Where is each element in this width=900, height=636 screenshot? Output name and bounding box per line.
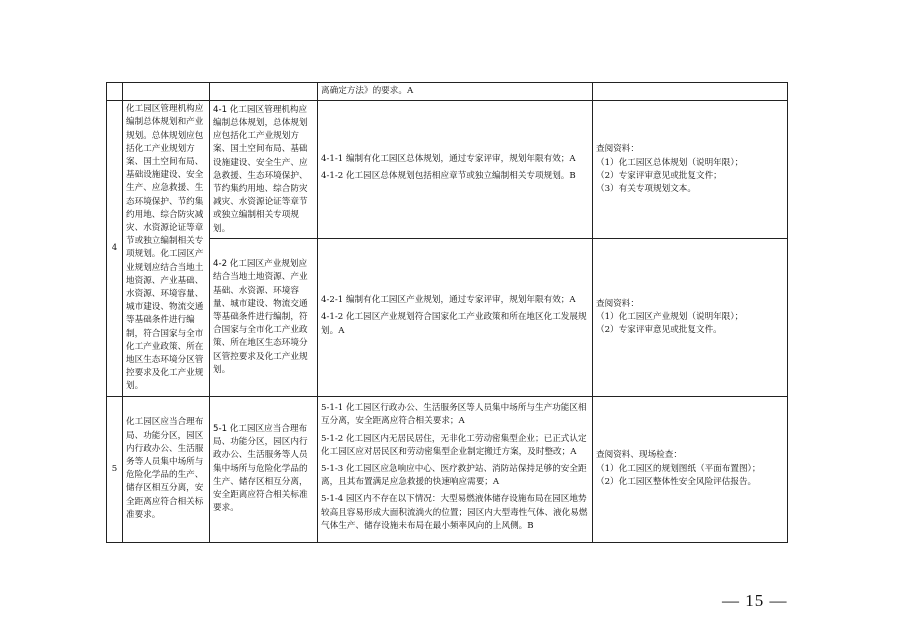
row-number: 4: [107, 101, 123, 396]
page-number: — 15 —: [722, 591, 788, 610]
check-method-cell: [593, 239, 788, 396]
criteria-cell: [318, 101, 593, 239]
table-row: [107, 83, 788, 101]
sub-requirement-cell: 5-1 化工园区应当合理布局、功能分区，园区内行政办公、生活服务等人员集中场所与危险化学品的生产、储存区相互分离，安全距离应符合相关标准要求。: [210, 396, 318, 542]
table-row: [107, 101, 788, 239]
table-cell: [593, 83, 788, 101]
table-cell: [123, 83, 210, 101]
check-item: （1）化工园区的规划图纸（平面布置图）；: [596, 463, 761, 474]
criteria-item: 5-1-4 园区内不存在以下情况：大型易燃液体储存设施布局在园区地势较高且容易形成大面积流淌火的位置；园区内大型毒性气体、液化易燃气体生产、储存设施未布局在最小频率风向的上风侧。B: [321, 494, 588, 531]
requirement-cell: 化工园区应当合理布局、功能分区，园区内行政办公、生活服务等人员集中场所与危险化学品的生产、储存区相互分离，安全距离应符合相关标准要求。: [123, 396, 210, 542]
check-item: （1）化工园区产业规划（说明年限）；: [596, 311, 744, 322]
check-title: 查阅资料：: [596, 298, 639, 309]
check-item: （3）有关专项规划文本。: [596, 183, 696, 194]
criteria-item: 4-1-2 化工园区产业规划符合国家化工产业政策和所在地区化工发展规划。A: [321, 312, 587, 336]
criteria-cell: [318, 396, 593, 542]
check-item: （1）化工园区总体规划（说明年限）；: [596, 157, 744, 168]
table-row: [107, 239, 788, 396]
criteria-item: 4-1-2 化工园区总体规划包括相应章节或独立编制相关专项规划。B: [321, 171, 576, 182]
sub-requirement-cell: 4-1 化工园区管理机构应编制总体规划，总体规划应包括化工产业规划方案、国土空间布局、基础设施建设、安全生产、应急救援、生态环境保护、节约集约用地、综合防灾减灾、水资源论证等章节或独立编制相关专项规划。: [210, 101, 318, 239]
check-method-cell: [593, 101, 788, 239]
table-cell: 离确定方法》的要求。A: [318, 83, 593, 101]
check-item: （2）专家评审意见或批复文件；: [596, 170, 722, 181]
table-row: [107, 396, 788, 542]
check-title: 查阅资料：: [596, 144, 639, 155]
check-item: （2）专家评审意见或批复文件。: [596, 325, 722, 336]
criteria-item: 4-2-1 编制有化工园区产业规划，通过专家评审，规划年限有效；A: [321, 295, 576, 306]
sub-requirement-cell: 4-2 化工园区产业规划应结合当地土地资源、产业基础、水资源、环境容量、城市建设、物流交通等基础条件进行编制，符合国家与全市化工产业政策、所在地区生态环境分区管控要求及化工产业规划。: [210, 239, 318, 396]
criteria-cell: [318, 239, 593, 396]
check-item: （2）化工园区整体性安全风险评估报告。: [596, 476, 757, 487]
check-method-cell: [593, 396, 788, 542]
criteria-item: 4-1-1 编制有化工园区总体规划，通过专家评审，规划年限有效；A: [321, 154, 576, 165]
criteria-item: 5-1-2 化工园区内无居民居住，无非化工劳动密集型企业；已正式认定化工园区应对居民区和劳动密集型企业制定搬迁方案，及时整改；A: [321, 433, 587, 457]
row-number: 5: [107, 396, 123, 542]
assessment-table: [106, 82, 788, 543]
criteria-item: 5-1-1 化工园区行政办公、生活服务区等人员集中场所与生产功能区相互分离，安全距离应符合相关要求；A: [321, 403, 587, 427]
table-cell: [210, 83, 318, 101]
requirement-cell: 化工园区管理机构应编制总体规划和产业规划。总体规划应包括化工产业规划方案、国土空间布局、基础设施建设、安全生产、应急救援、生态环境保护、节约集约用地、综合防灾减灾、水资源论证等章节或独立编制相关专项规划。化工园区产业规划应结合当地土地资源、产业基础、水资源、环境容量、城市建设、物流交通等基础条件进行编制，符合国家与全市化工产业政策、所在地区生态环境分区管控要求及化工产业规划。: [123, 101, 210, 396]
table-cell: [107, 83, 123, 101]
check-title: 查阅资料、现场检查：: [596, 450, 682, 461]
criteria-item: 5-1-3 化工园区应急响应中心、医疗救护站、消防站保持足够的安全距离，且其布置满足应急救援的快速响应需要；A: [321, 464, 587, 488]
